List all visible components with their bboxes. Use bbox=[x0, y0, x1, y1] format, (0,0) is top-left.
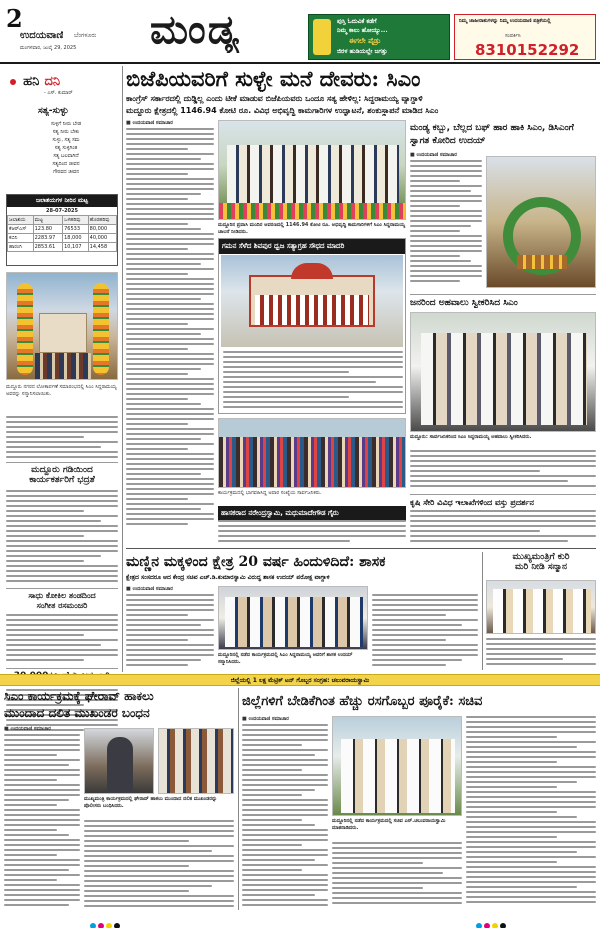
logo-text-2: ದನಿ bbox=[44, 74, 61, 89]
table-cell: 10,107 bbox=[63, 243, 89, 252]
building-model-box bbox=[218, 238, 406, 414]
garland-right bbox=[93, 283, 109, 375]
logo-dot-icon bbox=[10, 79, 16, 85]
goat-gift-photo bbox=[486, 580, 596, 634]
minister-caption: ಮದ್ದೂರಿನಲ್ಲಿ ನಡೆದ ಕಾರ್ಯಕ್ರಮದಲ್ಲಿ ಸಚಿವ ಎನ್.ಚಲುವರಾಯಸ್ವಾಮಿ ಮಾತನಾಡಿದರು. bbox=[332, 818, 446, 831]
ad1-line3: ಈಗಲೇ ಪೈಡ್ರು bbox=[349, 37, 381, 45]
second-headline: ಮಣ್ಣಿನ ಮಕ್ಕಳಿಂದ ಕ್ಷೇತ್ರ 20 ವರ್ಷ ಹಿಂದುಳಿದಿದೆ: ಶಾಸಕ bbox=[126, 554, 386, 570]
jaggery-balls bbox=[517, 255, 567, 269]
garland-left bbox=[17, 283, 33, 375]
model-columns bbox=[255, 295, 369, 325]
table-cell: 2853.61 bbox=[33, 243, 63, 252]
bottom-left-headline-2: ಮುಂದಾದ ದಲಿತ ಮುಖಂಡರ ಬಂಧನ bbox=[4, 706, 150, 720]
second-subhead: ಕ್ಷೇತ್ರದ ಸಂಸದರೂ ಆದ ಕೇಂದ್ರ ಸಚಿವ ಎಚ್.ಡಿ.ಕುಮಾರಸ್ವಾಮಿ ವಿರುದ್ಧ ಶಾಸಕ ಉದಯ್ ಪರೋಕ್ಷ ವಾಗ್ದಾಳಿ bbox=[126, 574, 330, 581]
crowd-shape bbox=[35, 353, 91, 379]
magenta-dot-icon bbox=[98, 923, 104, 928]
page-number: 2 bbox=[6, 4, 23, 33]
cyan-dot-icon bbox=[476, 923, 482, 928]
table-row bbox=[8, 243, 117, 252]
absentees-title: ಹಾಸಕರಾದ ನರೇಂದ್ರಸ್ವಾಮಿ, ಮಧುಮಾದೇಗೌಡ ಗೈರು bbox=[218, 506, 406, 521]
table-cell: 80,000 bbox=[88, 225, 116, 234]
paper-name: ಉದಯವಾಣಿ bbox=[20, 30, 64, 41]
building-shape bbox=[39, 313, 87, 353]
garland-photo bbox=[6, 272, 118, 380]
left-body-text-2 bbox=[6, 490, 118, 586]
reservoir-grid bbox=[7, 215, 117, 252]
table-cell: ಹಾರಂಗಿ bbox=[8, 243, 34, 252]
table-header-row bbox=[8, 216, 117, 225]
left-body-text-3 bbox=[6, 614, 118, 664]
minister-group bbox=[341, 739, 455, 813]
bottom-right-body-2 bbox=[332, 842, 462, 910]
ad2-line1: ನಿಮ್ಮ ಜಾಹೀರಾತುಗಳನ್ನು ನಿಮ್ಮ ಉದಯವಾಣಿ ಪತ್ರಿಕೆಯಲ್ಲಿ bbox=[459, 18, 551, 24]
felicitation-caption: ಮದ್ದೂರಿನಲ್ಲಿ ನಡೆದ ಕಾರ್ಯಕ್ರಮದಲ್ಲಿ ಸಿಎಂ ಸಿದ್ದರಾಮಯ್ಯ ಅವರಿಗೆ ಶಾಸಕ ಉದಯ್ ಸನ್ಮಾನಿಸಿದರು. bbox=[218, 652, 353, 665]
table-cell: ಕೆಆರ್‌ಎಸ್ bbox=[8, 225, 34, 234]
bottom-left-headline-1: ಸಿಎಂ ಕಾರ್ಯಕ್ರಮಕ್ಕೆ ಘೇರಾವ್ ಹಾಕಲು bbox=[4, 689, 154, 703]
table-row bbox=[8, 234, 117, 243]
bottom-right-body-1 bbox=[242, 724, 328, 910]
right-story3-body bbox=[410, 510, 596, 546]
side-headline: ಮುಖ್ಯಮಂತ್ರಿಗೆ ಕುರಿ bbox=[512, 552, 570, 562]
people-with-goat bbox=[493, 589, 591, 633]
column-divider bbox=[122, 66, 123, 672]
story2-title-2: ಸಂಗೀತ ರಸಮಂಜರಿ bbox=[36, 601, 88, 610]
model-roof bbox=[291, 263, 333, 279]
right-story1-headline: ಮಂಡ್ಯ ಕಬ್ಬು, ಬೆಲ್ಲದ ಬಫ್ ಹಾರ ಹಾಕಿ ಸಿಎಂ, ಡಿಸಿಎಂಗೆ ಸ್ವಾಗತ ಕೋರಿದ ಉದಯ್ bbox=[410, 123, 574, 146]
ad-banner-green[interactable] bbox=[308, 14, 450, 60]
bottom-right-byline: ■ ಉದಯವಾಣಿ ಸಮಾಚಾರ bbox=[242, 716, 289, 722]
lead-headline: ಬಿಜೆಪಿಯವರಿಗೆ ಸುಳ್ಳೇ ಮನೆ ದೇವರು: ಸಿಎಂ bbox=[126, 66, 421, 91]
bottom-left-body-2 bbox=[84, 820, 234, 910]
flower-bed bbox=[219, 203, 406, 220]
ticker-text: ಜಿಲ್ಲೆಯಲ್ಲಿ 1 ಲಕ್ಷ ಮೆಟ್ರಿಕ್ ಟನ್ ಗೊಬ್ಬರ ಸಂಗ್ರಹ: ಚಲುವರಾಯಸ್ವಾಮಿ bbox=[230, 677, 370, 684]
masthead bbox=[0, 0, 600, 62]
box-title: ಗಮನ ಸೆಳೆದ ಶಿವಪುರ ಧ್ವಜ ಸತ್ಯಾಗ್ರಹ ಸೌಧದ ಮಾದರಿ bbox=[219, 239, 405, 254]
registration-marks-left bbox=[90, 914, 122, 928]
second-body-col-1 bbox=[126, 594, 214, 670]
hani-dani-logo bbox=[10, 70, 60, 89]
ad-banner-phone[interactable] bbox=[454, 14, 596, 60]
table-row bbox=[8, 225, 117, 234]
ad2-phone[interactable]: 8310152292 bbox=[475, 41, 580, 59]
sugarcane-garland-photo bbox=[486, 156, 596, 288]
ad2-line2: ಸಂಪರ್ಕಿಸಿ bbox=[505, 33, 521, 39]
crowd-caption: ಕಾರ್ಯಕ್ರಮದಲ್ಲಿ ಭಾಗವಹಿಸಿದ್ದ ಅಪಾರ ಸಂಖ್ಯೆಯ ಸಾರ್ವಜನಿಕರು. bbox=[218, 490, 322, 496]
registration-marks-right bbox=[476, 914, 508, 928]
yellow-dot-icon bbox=[106, 923, 112, 928]
minister-photo bbox=[332, 716, 462, 816]
crowd-photo bbox=[218, 418, 406, 488]
people-group bbox=[421, 333, 587, 425]
second-body-col-2 bbox=[372, 594, 478, 670]
phone-icon bbox=[313, 19, 331, 55]
arrest-photo-1 bbox=[84, 728, 154, 794]
side-headline-2: ಮರಿ ನೀಡಿ ಸನ್ಮಾನ bbox=[514, 562, 568, 572]
grievance-photo bbox=[410, 312, 596, 432]
felicitation-photo bbox=[218, 586, 368, 650]
bottom-divider bbox=[238, 688, 239, 910]
second-byline: ■ ಉದಯವಾಣಿ ಸಮಾಚಾರ bbox=[126, 586, 173, 592]
side-story-heading bbox=[486, 552, 596, 572]
felicitation-people bbox=[225, 597, 363, 647]
logo-text: ಹನಿ bbox=[23, 74, 40, 89]
reservoir-title: ಜಲಾಶಯಗಳ ನೀರಿನ ಮಟ್ಟ bbox=[7, 195, 117, 207]
story1-title: ಮದ್ದೂರು ಗಡಿಯಿಂದ bbox=[31, 465, 93, 475]
bottom-ticker bbox=[0, 674, 600, 686]
poem-line: ಸುಳ್ಳು, ಸತ್ಯ ಸಮ bbox=[52, 137, 80, 143]
garland-photo-caption: ಮದ್ದೂರು ನಗರದ ಲೋಕಾರ್ಪಣೆ ಸಮಾರಂಭದಲ್ಲಿ ಸಿಎಂ ಸಿದ್ದರಾಮಯ್ಯ ಅವರನ್ನು ಸನ್ಮಾನಿಸಲಾಯಿತು. bbox=[6, 384, 117, 397]
right-story2-headline: ಜನರಿಂದ ಅಹವಾಲು ಸ್ವೀಕರಿಸಿದ ಸಿಎಂ bbox=[410, 294, 596, 308]
magenta-dot-icon bbox=[484, 923, 490, 928]
ad1-line2: ನಿಮ್ಮ ಕಾಲು ಹೋಯ್ಯು... bbox=[337, 27, 388, 34]
yellow-dot-icon bbox=[492, 923, 498, 928]
bottom-right-headline: ಜಿಲ್ಲೆಗಳಿಗೆ ಬೇಡಿಕೆಗಿಂತ ಹೆಚ್ಚು ರಸಗೊಬ್ಬರ ಪೂರೈಕೆ: ಸಚಿವ bbox=[242, 694, 483, 709]
table-header: ಹೊರಹರಿವು bbox=[88, 216, 116, 225]
reservoir-date: 28-07-2025 bbox=[46, 208, 78, 214]
bottom-left-byline: ■ ಉದಯವಾಣಿ ಸಮಾಚಾರ bbox=[4, 726, 51, 732]
reservoir-table bbox=[6, 194, 118, 266]
side-story-body bbox=[486, 638, 596, 670]
cyan-dot-icon bbox=[90, 923, 96, 928]
poem-line: ಸತ್ಯ ಬಲವಾಗಿದೆ bbox=[53, 153, 79, 159]
section-title: ಮಂಡ್ಯ bbox=[150, 6, 241, 53]
poem-author: - ಎಸ್. ಕುಮಾರ್ bbox=[44, 90, 73, 96]
poem-line: ಸತ್ಯ ನೀರು ಬೇಕು bbox=[52, 129, 80, 135]
table-header: ಮಟ್ಟ bbox=[33, 216, 63, 225]
left-body-text-1 bbox=[6, 416, 118, 460]
right-story3-headline: ಕೃಷಿ ಸೇರಿ ವಿವಿಧ ಇಲಾಖೆಗಳಿಂದ ವಸ್ತು ಪ್ರದರ್ಶನ bbox=[410, 494, 596, 508]
right-story2-body bbox=[410, 450, 596, 490]
bottom-left-heading bbox=[4, 688, 234, 722]
edition-tag: ಬೆಂಗಳೂರು bbox=[74, 32, 97, 39]
people-row bbox=[227, 145, 399, 205]
bottom-right-body-3 bbox=[466, 716, 596, 910]
table-header: ಜಲಾಶಯ bbox=[8, 216, 34, 225]
ad1-line1: ಪುಸ್ತಿ ಓದುವಿಕೆ ಕಡೆಗೆ bbox=[337, 18, 377, 25]
lead-photo bbox=[218, 120, 406, 220]
absentees-body bbox=[218, 520, 406, 544]
lead-subhead-1: ಕಾಂಗ್ರೆಸ್ ಸರ್ಕಾರದಲ್ಲಿ ದುಡ್ಡಿಲ್ಲ ಎಂದು ಟೀಕೆ ಮಾಡುವ ಬಿಜೆಪಿಯವರು ಒಂದೂ ಸತ್ಯ ಹೇಳಿಲ್ಲ: ಸಿದ್ದರಾಮಯ್ಯ ವ್ಯಾಗ್ದಾಳಿ bbox=[126, 94, 423, 103]
arrest-caption: ಮುಖ್ಯಮಂತ್ರಿ ಕಾರ್ಯಕ್ರಮದಲ್ಲಿ ಘೇರಾವ್ ಹಾಕಲು ಮುಂದಾದ ದಲಿತ ಮುಖಂಡರನ್ನು ಪೊಲೀಸರು ಬಂಧಿಸಿದರು. bbox=[84, 796, 218, 809]
table-cell: 40,000 bbox=[88, 234, 116, 243]
table-cell: ಕಬಿನಿ bbox=[8, 234, 34, 243]
table-header: ಒಳಹರಿವು bbox=[63, 216, 89, 225]
lead-photo-caption: ಮದ್ದೂರಿನ ಪ್ರವಾಸಿ ಮಂದಿರ ಆವರಣದಲ್ಲಿ 1146.94 ಕೋಟಿ ರೂ. ಅಭಿವೃದ್ಧಿ ಕಾಮಗಾರಿಗಳಿಗೆ ಸಿಎಂ ಸಿದ್ದರಾಮಯ್ಯ ಚಾಲನೆ ನೀಡಿದರು. bbox=[218, 222, 406, 235]
story1-heading bbox=[6, 462, 118, 485]
lead-body-col-1 bbox=[126, 128, 214, 528]
black-dot-icon bbox=[114, 923, 120, 928]
poem-lines bbox=[18, 120, 114, 176]
right-story1-body bbox=[410, 160, 482, 288]
lead-byline: ■ ಉದಯವಾಣಿ ಸಮಾಚಾರ bbox=[126, 120, 173, 126]
grievance-caption: ಮದ್ದೂರು: ಸಾರ್ವಜನಿಕರಿಂದ ಸಿಎಂ ಸಿದ್ದರಾಮಯ್ಯ ಅಹವಾಲು ಸ್ವೀಕರಿಸಿದರು. bbox=[410, 434, 532, 440]
table-cell: 14,458 bbox=[88, 243, 116, 252]
story2-title: ಸಾಧು ಕೋಕಿಲ ತಂಡದಿಂದ bbox=[28, 591, 96, 600]
box-body-text bbox=[223, 351, 403, 411]
person-figure bbox=[107, 737, 133, 794]
table-cell: 123.80 bbox=[33, 225, 63, 234]
arrest-photo-2 bbox=[158, 728, 234, 794]
right-story1-byline: ■ ಉದಯವಾಣಿ ಸಮಾಚಾರ bbox=[410, 152, 457, 158]
second-story-rule bbox=[126, 548, 596, 549]
poem-title: ಸತ್ಯ-ಸುಳ್ಳು bbox=[38, 106, 69, 116]
black-dot-icon bbox=[500, 923, 506, 928]
building-model-photo bbox=[221, 255, 403, 347]
date-line: ಮಂಗಳವಾರ, ಜುಲೈ 29, 2025 bbox=[20, 45, 77, 51]
story2-heading bbox=[6, 588, 118, 611]
table-cell: 2283.97 bbox=[33, 234, 63, 243]
lead-subhead-2: ಮದ್ದೂರು ಕ್ಷೇತ್ರದಲ್ಲಿ 1146.94 ಕೋಟಿ ರೂ. ವಿವಿಧ ಅಭಿವೃದ್ಧಿ ಕಾಮಗಾರಿಗಳ ಉದ್ಘಾಟನೆ, ಶಂಕುಸ್ಥಾಪನೆ ಮಾಡಿದ ಸಿಎಂ bbox=[126, 106, 439, 115]
poem-line: ಗೌರವದ ಜೀವನ bbox=[52, 169, 80, 175]
poem-line: ಸತ್ಯ ಸುಳ್ಳಿಗಿಂತ bbox=[54, 145, 78, 151]
ad1-line4: ಜಿರಳ ಹುಡಿಯಲ್ಲೇ ಜಗತ್ತು bbox=[337, 48, 388, 55]
table-cell: 76533 bbox=[63, 225, 89, 234]
poem-line: ಸತ್ಯದಿಂದ ಜೀವನ bbox=[52, 161, 80, 167]
story1-title-2: ಕಾರ್ಯಕರ್ತರಿಗೆ ಭದ್ರತೆ bbox=[29, 475, 95, 485]
side-story-divider bbox=[482, 552, 483, 670]
crowd-sky bbox=[219, 419, 406, 437]
table-cell: 18,000 bbox=[63, 234, 89, 243]
bottom-left-body-1 bbox=[4, 734, 80, 910]
masthead-rule bbox=[0, 62, 600, 64]
poem-line: ಸುಳ್ಳಿಗೆ ನೀರು ಬೇಡ bbox=[50, 121, 82, 127]
